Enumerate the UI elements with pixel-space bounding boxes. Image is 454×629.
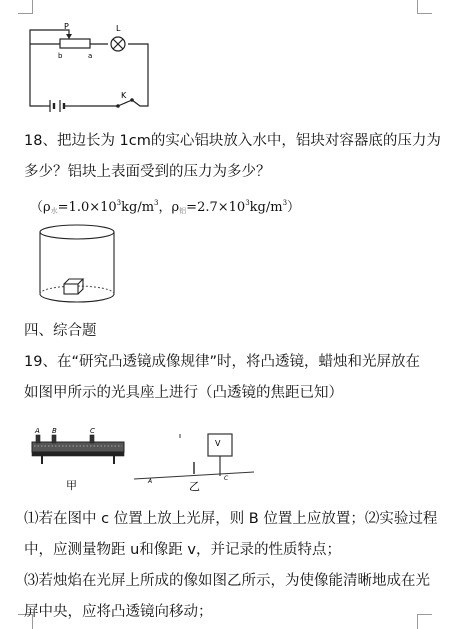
circuit-label-a: a — [88, 52, 93, 60]
bench-label-a: A — [35, 427, 40, 435]
density-aluminum-unit-exponent: 3 — [282, 199, 288, 207]
q18-line-2: 多少？铝块上表面受到的压力为多少？ — [24, 164, 271, 180]
circuit-diagram — [20, 16, 160, 116]
corner-mark-bottom-right — [417, 614, 432, 629]
screen-figure-label-a: A — [148, 478, 153, 485]
q19-part-2-cont: 中，应测量物距 u和像距 v，并记录的性质特点； — [24, 542, 341, 558]
beaker-with-block-figure — [36, 222, 118, 310]
bench-label-b: B — [52, 427, 57, 435]
q19-part-3: ⑶若烛焰在光屏上所成的像如图乙所示，为使像能清晰地成在光 — [24, 573, 430, 589]
optical-bench-figure — [22, 424, 262, 496]
circuit-label-b: b — [58, 52, 63, 60]
density-aluminum-exponent: 3 — [245, 199, 250, 207]
density-open: （ρ — [30, 200, 51, 215]
circuit-label-k: K — [121, 91, 127, 100]
q19-part-3-cont: 屏中央，应将凸透镜向移动； — [24, 604, 213, 620]
density-water-exponent: 3 — [116, 199, 122, 207]
rho-aluminum-subscript: 铝 — [179, 207, 187, 215]
density-aluminum-value: =2.7×10 — [186, 200, 246, 215]
figure-caption-yi: 乙 — [189, 480, 200, 493]
corner-mark-top-right — [417, 0, 432, 14]
circuit-label-p: P — [64, 22, 69, 31]
section-4-title: 四、综合题 — [24, 323, 97, 339]
q19-part-1-2: ⑴若在图中 c 位置上放上光屏，则 B 位置上应放置；⑵实验过程 — [24, 511, 438, 527]
density-aluminum-unit: kg/m — [249, 200, 283, 215]
density-separator: ，ρ — [158, 200, 180, 215]
density-water-value: =1.0×10 — [57, 200, 117, 215]
q18-line-1: 18、把边长为 1cm的实心铝块放入水中，铝块对容器底的压力为 — [24, 133, 441, 149]
figure-caption-jia: 甲 — [66, 479, 77, 492]
density-water-unit-exponent: 3 — [154, 199, 159, 207]
screen-figure-label-c: C — [224, 475, 229, 482]
bench-label-c: C — [90, 427, 95, 435]
rho-water-subscript: 水 — [50, 207, 58, 215]
circuit-label-l: L — [116, 24, 121, 33]
density-water-unit: kg/m — [121, 200, 155, 215]
corner-mark-top-left — [18, 0, 33, 14]
q19-line-2: 如图甲所示的光具座上进行（凸透镜的焦距已知） — [24, 385, 343, 401]
q18-density-line — [30, 193, 300, 221]
density-close: ） — [287, 200, 301, 215]
q19-line-1: 19、在“研究凸透镜成像规律”时，将凸透镜，蜡烛和光屏放在 — [24, 354, 420, 370]
screen-image-v: V — [215, 439, 221, 448]
